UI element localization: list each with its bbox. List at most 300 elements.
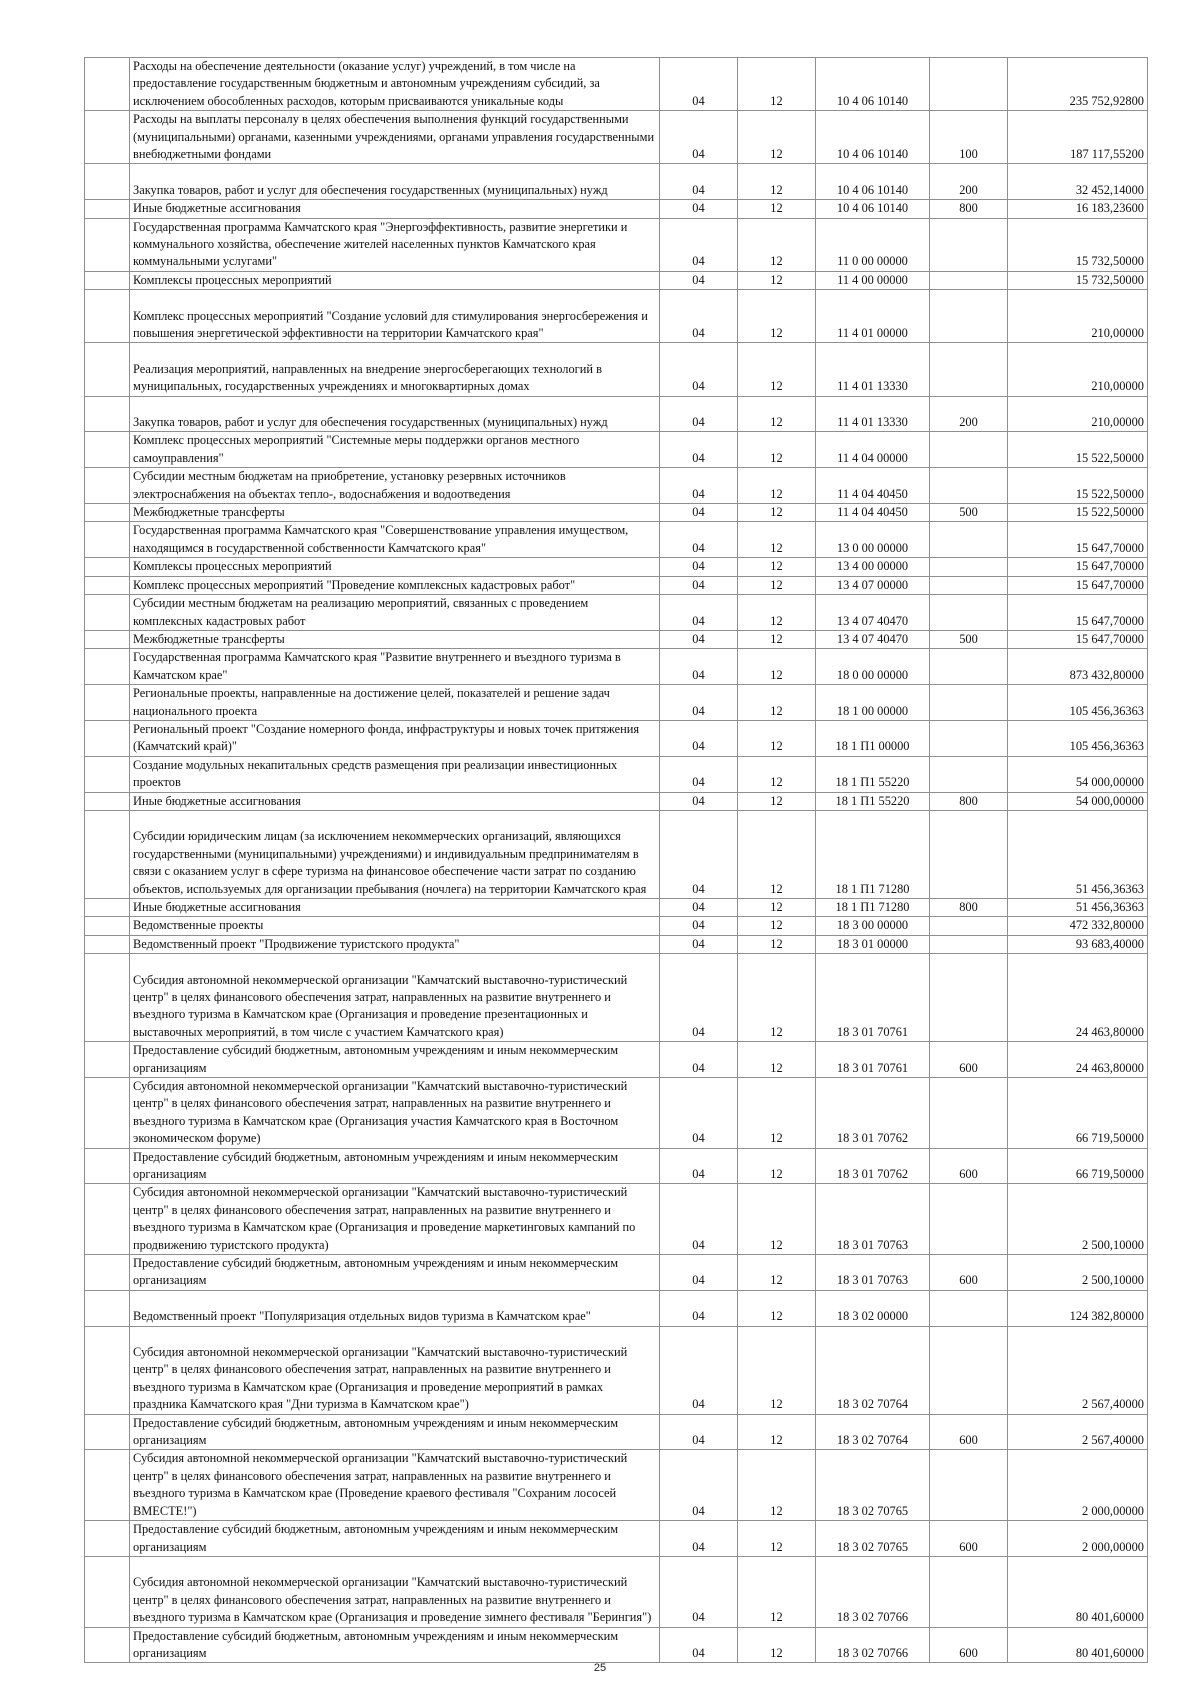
table-row	[85, 595, 1148, 631]
row-target-article-cell: 18 3 02 00000	[816, 1290, 930, 1326]
row-section-cell: 04	[660, 558, 738, 576]
row-name-cell: Иные бюджетные ассигнования	[130, 792, 660, 810]
row-subsection-cell: 12	[738, 468, 816, 504]
table-row	[85, 1290, 1148, 1326]
row-target-article-cell: 18 3 01 70763	[816, 1255, 930, 1291]
row-expense-type-cell: 600	[930, 1414, 1008, 1450]
row-subsection-cell: 12	[738, 935, 816, 953]
row-expense-type-cell	[930, 432, 1008, 468]
row-name-cell: Комплекс процессных мероприятий "Проведение комплексных кадастровых работ"	[130, 576, 660, 594]
row-gutter-cell	[85, 1521, 130, 1557]
row-subsection-cell: 12	[738, 504, 816, 522]
budget-table	[84, 57, 1148, 1663]
row-target-article-cell: 18 0 00 00000	[816, 649, 930, 685]
table-row	[85, 218, 1148, 271]
row-section-cell: 04	[660, 1414, 738, 1450]
row-amount-cell: 93 683,40000	[1008, 935, 1148, 953]
row-amount-cell: 66 719,50000	[1008, 1078, 1148, 1149]
row-section-cell: 04	[660, 290, 738, 343]
row-section-cell: 04	[660, 810, 738, 898]
row-gutter-cell	[85, 396, 130, 432]
row-section-cell: 04	[660, 756, 738, 792]
row-name-cell: Субсидия автономной некоммерческой организации "Камчатский выставочно-туристический центр" в целях финансового обеспечения затрат, направленных на развитие внутреннего и въездного туризма в Камчатском крае (Проведение краевого фестиваля "Сохраним лососей ВМЕСТЕ!")	[130, 1450, 660, 1521]
row-amount-cell: 2 567,40000	[1008, 1414, 1148, 1450]
row-target-article-cell: 18 3 01 00000	[816, 935, 930, 953]
table-row	[85, 1148, 1148, 1184]
row-gutter-cell	[85, 1255, 130, 1291]
row-name-cell: Региональный проект "Создание номерного фонда, инфраструктуры и новых точек притяжения (Камчатский край)"	[130, 720, 660, 756]
row-section-cell: 04	[660, 111, 738, 164]
row-gutter-cell	[85, 504, 130, 522]
row-amount-cell: 15 647,70000	[1008, 576, 1148, 594]
row-section-cell: 04	[660, 1042, 738, 1078]
row-name-cell: Межбюджетные трансферты	[130, 504, 660, 522]
row-gutter-cell	[85, 1184, 130, 1255]
row-gutter-cell	[85, 164, 130, 200]
table-row	[85, 917, 1148, 935]
budget-table-body	[85, 58, 1148, 1663]
row-target-article-cell: 11 4 04 40450	[816, 504, 930, 522]
row-target-article-cell: 11 4 00 00000	[816, 271, 930, 289]
row-target-article-cell: 18 3 02 70764	[816, 1326, 930, 1414]
row-section-cell: 04	[660, 1290, 738, 1326]
row-subsection-cell: 12	[738, 111, 816, 164]
row-amount-cell: 2 500,10000	[1008, 1255, 1148, 1291]
row-expense-type-cell: 800	[930, 792, 1008, 810]
row-gutter-cell	[85, 58, 130, 111]
row-subsection-cell: 12	[738, 720, 816, 756]
table-row	[85, 1414, 1148, 1450]
row-section-cell: 04	[660, 630, 738, 648]
table-row	[85, 756, 1148, 792]
row-expense-type-cell	[930, 1290, 1008, 1326]
row-name-cell: Предоставление субсидий бюджетным, автономным учреждениям и иным некоммерческим организациям	[130, 1042, 660, 1078]
row-target-article-cell: 11 4 04 00000	[816, 432, 930, 468]
row-amount-cell: 15 522,50000	[1008, 432, 1148, 468]
row-section-cell: 04	[660, 522, 738, 558]
row-gutter-cell	[85, 1290, 130, 1326]
row-target-article-cell: 18 3 02 70764	[816, 1414, 930, 1450]
row-name-cell: Государственная программа Камчатского края "Совершенствование управления имуществом, находящимся в государственной собственности Камчатского края"	[130, 522, 660, 558]
row-target-article-cell: 11 4 01 13330	[816, 343, 930, 396]
row-target-article-cell: 18 3 01 70762	[816, 1078, 930, 1149]
row-gutter-cell	[85, 720, 130, 756]
table-row	[85, 58, 1148, 111]
row-section-cell: 04	[660, 576, 738, 594]
row-gutter-cell	[85, 630, 130, 648]
row-expense-type-cell	[930, 685, 1008, 721]
row-subsection-cell: 12	[738, 290, 816, 343]
table-row	[85, 504, 1148, 522]
row-amount-cell: 16 183,23600	[1008, 200, 1148, 218]
row-section-cell: 04	[660, 1255, 738, 1291]
row-subsection-cell: 12	[738, 1326, 816, 1414]
row-amount-cell: 2 500,10000	[1008, 1184, 1148, 1255]
row-subsection-cell: 12	[738, 1255, 816, 1291]
row-expense-type-cell	[930, 1326, 1008, 1414]
row-section-cell: 04	[660, 218, 738, 271]
row-expense-type-cell: 200	[930, 396, 1008, 432]
row-amount-cell: 210,00000	[1008, 396, 1148, 432]
row-section-cell: 04	[660, 1326, 738, 1414]
row-target-article-cell: 18 3 01 70762	[816, 1148, 930, 1184]
row-gutter-cell	[85, 898, 130, 916]
row-target-article-cell: 13 4 07 40470	[816, 595, 930, 631]
table-row	[85, 396, 1148, 432]
table-row	[85, 1326, 1148, 1414]
row-name-cell: Иные бюджетные ассигнования	[130, 200, 660, 218]
row-name-cell: Субсидии местным бюджетам на приобретение, установку резервных источников электроснабжения на объектах тепло-, водоснабжения и водоотведения	[130, 468, 660, 504]
table-row	[85, 522, 1148, 558]
row-section-cell: 04	[660, 200, 738, 218]
row-name-cell: Комплексы процессных мероприятий	[130, 271, 660, 289]
row-name-cell: Ведомственные проекты	[130, 917, 660, 935]
row-amount-cell: 24 463,80000	[1008, 954, 1148, 1042]
row-target-article-cell: 13 4 07 00000	[816, 576, 930, 594]
row-subsection-cell: 12	[738, 954, 816, 1042]
row-section-cell: 04	[660, 1627, 738, 1663]
row-section-cell: 04	[660, 935, 738, 953]
row-gutter-cell	[85, 1148, 130, 1184]
row-target-article-cell: 11 4 04 40450	[816, 468, 930, 504]
row-subsection-cell: 12	[738, 1184, 816, 1255]
row-expense-type-cell	[930, 58, 1008, 111]
row-subsection-cell: 12	[738, 1042, 816, 1078]
row-amount-cell: 32 452,14000	[1008, 164, 1148, 200]
row-expense-type-cell	[930, 218, 1008, 271]
row-expense-type-cell	[930, 468, 1008, 504]
row-expense-type-cell: 600	[930, 1521, 1008, 1557]
row-expense-type-cell	[930, 522, 1008, 558]
row-name-cell: Субсидии юридическим лицам (за исключением некоммерческих организаций, являющихся государственными (муниципальными) учреждениями) и индивидуальным предпринимателям в связи с оказанием услуг в сфере туризма на финансовое обеспечение части затрат по созданию объектов, используемых для организации пребывания (ночлега) на территории Камчатского края	[130, 810, 660, 898]
row-name-cell: Предоставление субсидий бюджетным, автономным учреждениям и иным некоммерческим организациям	[130, 1414, 660, 1450]
row-section-cell: 04	[660, 164, 738, 200]
row-target-article-cell: 18 3 01 70763	[816, 1184, 930, 1255]
table-row	[85, 1255, 1148, 1291]
row-expense-type-cell: 100	[930, 111, 1008, 164]
row-subsection-cell: 12	[738, 1521, 816, 1557]
row-name-cell: Региональные проекты, направленные на достижение целей, показателей и решение задач национального проекта	[130, 685, 660, 721]
table-row	[85, 111, 1148, 164]
table-row	[85, 1042, 1148, 1078]
row-gutter-cell	[85, 1450, 130, 1521]
row-gutter-cell	[85, 558, 130, 576]
row-expense-type-cell: 600	[930, 1255, 1008, 1291]
row-target-article-cell: 13 0 00 00000	[816, 522, 930, 558]
page-number: 25	[593, 1662, 607, 1674]
row-gutter-cell	[85, 1326, 130, 1414]
table-row	[85, 271, 1148, 289]
row-expense-type-cell	[930, 1078, 1008, 1149]
row-amount-cell: 15 522,50000	[1008, 468, 1148, 504]
row-expense-type-cell	[930, 649, 1008, 685]
row-name-cell: Комплекс процессных мероприятий "Создание условий для стимулирования энергосбережения и повышения энергетической эффективности на территории Камчатского края"	[130, 290, 660, 343]
row-expense-type-cell	[930, 1556, 1008, 1627]
row-name-cell: Субсидия автономной некоммерческой организации "Камчатский выставочно-туристический центр" в целях финансового обеспечения затрат, направленных на развитие внутреннего и въездного туризма в Камчатском крае (Организация и проведение презентационных и выставочных мероприятий, в том числе с участием Камчатского края)	[130, 954, 660, 1042]
row-name-cell: Предоставление субсидий бюджетным, автономным учреждениям и иным некоммерческим организациям	[130, 1521, 660, 1557]
row-gutter-cell	[85, 954, 130, 1042]
row-expense-type-cell	[930, 720, 1008, 756]
row-subsection-cell: 12	[738, 200, 816, 218]
row-gutter-cell	[85, 1414, 130, 1450]
row-expense-type-cell: 200	[930, 164, 1008, 200]
row-amount-cell: 54 000,00000	[1008, 756, 1148, 792]
row-name-cell: Расходы на выплаты персоналу в целях обеспечения выполнения функций государственными (муниципальными) органами, казенными учреждениями, органами управления государственными внебюджетными фондами	[130, 111, 660, 164]
row-gutter-cell	[85, 649, 130, 685]
row-amount-cell: 24 463,80000	[1008, 1042, 1148, 1078]
row-amount-cell: 2 000,00000	[1008, 1450, 1148, 1521]
row-section-cell: 04	[660, 396, 738, 432]
row-target-article-cell: 18 3 01 70761	[816, 954, 930, 1042]
row-subsection-cell: 12	[738, 271, 816, 289]
row-target-article-cell: 18 3 00 00000	[816, 917, 930, 935]
row-gutter-cell	[85, 111, 130, 164]
row-amount-cell: 873 432,80000	[1008, 649, 1148, 685]
row-subsection-cell: 12	[738, 792, 816, 810]
row-name-cell: Расходы на обеспечение деятельности (оказание услуг) учреждений, в том числе на предоставление государственным бюджетным и автономным учреждениям субсидий, за исключением обособленных расходов, которым присваиваются уникальные коды	[130, 58, 660, 111]
row-expense-type-cell	[930, 343, 1008, 396]
row-amount-cell: 124 382,80000	[1008, 1290, 1148, 1326]
row-section-cell: 04	[660, 954, 738, 1042]
table-row	[85, 792, 1148, 810]
table-row	[85, 343, 1148, 396]
row-amount-cell: 66 719,50000	[1008, 1148, 1148, 1184]
row-section-cell: 04	[660, 792, 738, 810]
row-subsection-cell: 12	[738, 1148, 816, 1184]
row-gutter-cell	[85, 595, 130, 631]
row-section-cell: 04	[660, 595, 738, 631]
row-target-article-cell: 18 1 П1 71280	[816, 898, 930, 916]
row-expense-type-cell	[930, 595, 1008, 631]
table-row	[85, 649, 1148, 685]
row-target-article-cell: 18 3 02 70765	[816, 1521, 930, 1557]
row-expense-type-cell	[930, 810, 1008, 898]
table-row	[85, 200, 1148, 218]
row-target-article-cell: 18 3 01 70761	[816, 1042, 930, 1078]
row-amount-cell: 54 000,00000	[1008, 792, 1148, 810]
row-amount-cell: 80 401,60000	[1008, 1627, 1148, 1663]
row-name-cell: Предоставление субсидий бюджетным, автономным учреждениям и иным некоммерческим организациям	[130, 1627, 660, 1663]
row-expense-type-cell: 600	[930, 1042, 1008, 1078]
row-expense-type-cell	[930, 954, 1008, 1042]
table-row	[85, 720, 1148, 756]
row-subsection-cell: 12	[738, 810, 816, 898]
row-name-cell: Ведомственный проект "Популяризация отдельных видов туризма в Камчатском крае"	[130, 1290, 660, 1326]
row-section-cell: 04	[660, 1450, 738, 1521]
row-section-cell: 04	[660, 720, 738, 756]
row-amount-cell: 235 752,92800	[1008, 58, 1148, 111]
row-name-cell: Государственная программа Камчатского края "Энергоэффективность, развитие энергетики и коммунального хозяйства, обеспечение жителей населенных пунктов Камчатского края коммунальными услугами"	[130, 218, 660, 271]
row-target-article-cell: 18 1 П1 00000	[816, 720, 930, 756]
table-row	[85, 558, 1148, 576]
table-row	[85, 685, 1148, 721]
row-expense-type-cell: 500	[930, 630, 1008, 648]
row-subsection-cell: 12	[738, 1627, 816, 1663]
row-gutter-cell	[85, 522, 130, 558]
row-subsection-cell: 12	[738, 1078, 816, 1149]
table-row	[85, 1521, 1148, 1557]
table-row	[85, 290, 1148, 343]
row-name-cell: Субсидии местным бюджетам на реализацию мероприятий, связанных с проведением комплексных кадастровых работ	[130, 595, 660, 631]
row-gutter-cell	[85, 1042, 130, 1078]
row-amount-cell: 187 117,55200	[1008, 111, 1148, 164]
row-expense-type-cell	[930, 917, 1008, 935]
row-amount-cell: 15 647,70000	[1008, 558, 1148, 576]
row-subsection-cell: 12	[738, 558, 816, 576]
row-target-article-cell: 11 4 01 00000	[816, 290, 930, 343]
row-name-cell: Иные бюджетные ассигнования	[130, 898, 660, 916]
row-gutter-cell	[85, 756, 130, 792]
row-expense-type-cell	[930, 1450, 1008, 1521]
table-row	[85, 1184, 1148, 1255]
row-subsection-cell: 12	[738, 343, 816, 396]
row-name-cell: Ведомственный проект "Продвижение туристского продукта"	[130, 935, 660, 953]
row-gutter-cell	[85, 1078, 130, 1149]
row-expense-type-cell: 800	[930, 200, 1008, 218]
row-expense-type-cell: 800	[930, 898, 1008, 916]
row-expense-type-cell	[930, 576, 1008, 594]
row-subsection-cell: 12	[738, 522, 816, 558]
row-target-article-cell: 18 3 02 70765	[816, 1450, 930, 1521]
row-expense-type-cell	[930, 756, 1008, 792]
row-target-article-cell: 13 4 07 40470	[816, 630, 930, 648]
row-subsection-cell: 12	[738, 432, 816, 468]
row-subsection-cell: 12	[738, 685, 816, 721]
row-subsection-cell: 12	[738, 164, 816, 200]
row-name-cell: Субсидия автономной некоммерческой организации "Камчатский выставочно-туристический центр" в целях финансового обеспечения затрат, направленных на развитие внутреннего и въездного туризма в Камчатском крае (Организация и проведение мероприятий в рамках праздника Камчатского края "Дни туризма в Камчатском крае")	[130, 1326, 660, 1414]
row-subsection-cell: 12	[738, 1450, 816, 1521]
row-target-article-cell: 18 1 П1 71280	[816, 810, 930, 898]
row-subsection-cell: 12	[738, 1556, 816, 1627]
row-subsection-cell: 12	[738, 58, 816, 111]
row-subsection-cell: 12	[738, 630, 816, 648]
row-expense-type-cell	[930, 935, 1008, 953]
row-amount-cell: 105 456,36363	[1008, 720, 1148, 756]
row-name-cell: Предоставление субсидий бюджетным, автономным учреждениям и иным некоммерческим организациям	[130, 1148, 660, 1184]
table-row	[85, 1627, 1148, 1663]
row-expense-type-cell	[930, 558, 1008, 576]
row-target-article-cell: 18 3 02 70766	[816, 1556, 930, 1627]
row-expense-type-cell: 600	[930, 1627, 1008, 1663]
table-row	[85, 164, 1148, 200]
row-amount-cell: 210,00000	[1008, 290, 1148, 343]
row-target-article-cell: 11 0 00 00000	[816, 218, 930, 271]
row-target-article-cell: 18 3 02 70766	[816, 1627, 930, 1663]
table-row	[85, 1078, 1148, 1149]
row-amount-cell: 15 732,50000	[1008, 218, 1148, 271]
table-row	[85, 630, 1148, 648]
row-name-cell: Комплекс процессных мероприятий "Системные меры поддержки органов местного самоуправления"	[130, 432, 660, 468]
row-gutter-cell	[85, 792, 130, 810]
row-expense-type-cell	[930, 1184, 1008, 1255]
row-section-cell: 04	[660, 1556, 738, 1627]
row-name-cell: Реализация мероприятий, направленных на внедрение энергосберегающих технологий в муниципальных, государственных учреждениях и многоквартирных домах	[130, 343, 660, 396]
row-subsection-cell: 12	[738, 898, 816, 916]
row-amount-cell: 15 647,70000	[1008, 522, 1148, 558]
row-gutter-cell	[85, 468, 130, 504]
row-amount-cell: 105 456,36363	[1008, 685, 1148, 721]
row-amount-cell: 472 332,80000	[1008, 917, 1148, 935]
row-expense-type-cell	[930, 271, 1008, 289]
table-row	[85, 432, 1148, 468]
table-row	[85, 468, 1148, 504]
row-section-cell: 04	[660, 649, 738, 685]
row-amount-cell: 15 732,50000	[1008, 271, 1148, 289]
row-target-article-cell: 10 4 06 10140	[816, 164, 930, 200]
row-section-cell: 04	[660, 343, 738, 396]
row-name-cell: Субсидия автономной некоммерческой организации "Камчатский выставочно-туристический центр" в целях финансового обеспечения затрат, направленных на развитие внутреннего и въездного туризма в Камчатском крае (Организация и проведение маркетинговых кампаний по продвижению туристского продукта)	[130, 1184, 660, 1255]
row-target-article-cell: 10 4 06 10140	[816, 200, 930, 218]
row-section-cell: 04	[660, 917, 738, 935]
row-name-cell: Комплексы процессных мероприятий	[130, 558, 660, 576]
table-row	[85, 1556, 1148, 1627]
row-section-cell: 04	[660, 1078, 738, 1149]
row-name-cell: Закупка товаров, работ и услуг для обеспечения государственных (муниципальных) нужд	[130, 164, 660, 200]
row-subsection-cell: 12	[738, 218, 816, 271]
row-amount-cell: 210,00000	[1008, 343, 1148, 396]
row-amount-cell: 15 647,70000	[1008, 595, 1148, 631]
row-amount-cell: 15 522,50000	[1008, 504, 1148, 522]
row-amount-cell: 80 401,60000	[1008, 1556, 1148, 1627]
row-gutter-cell	[85, 1556, 130, 1627]
row-name-cell: Межбюджетные трансферты	[130, 630, 660, 648]
row-amount-cell: 51 456,36363	[1008, 898, 1148, 916]
table-row	[85, 954, 1148, 1042]
row-name-cell: Закупка товаров, работ и услуг для обеспечения государственных (муниципальных) нужд	[130, 396, 660, 432]
row-target-article-cell: 11 4 01 13330	[816, 396, 930, 432]
row-subsection-cell: 12	[738, 1290, 816, 1326]
table-row	[85, 810, 1148, 898]
row-subsection-cell: 12	[738, 1414, 816, 1450]
row-name-cell: Субсидия автономной некоммерческой организации "Камчатский выставочно-туристический центр" в целях финансового обеспечения затрат, направленных на развитие внутреннего и въездного туризма в Камчатском крае (Организация участия Камчатского края в Восточном экономическом форуме)	[130, 1078, 660, 1149]
row-subsection-cell: 12	[738, 396, 816, 432]
row-target-article-cell: 10 4 06 10140	[816, 58, 930, 111]
row-amount-cell: 51 456,36363	[1008, 810, 1148, 898]
row-gutter-cell	[85, 343, 130, 396]
row-section-cell: 04	[660, 432, 738, 468]
row-section-cell: 04	[660, 1521, 738, 1557]
row-subsection-cell: 12	[738, 649, 816, 685]
table-row	[85, 898, 1148, 916]
row-section-cell: 04	[660, 898, 738, 916]
row-name-cell: Предоставление субсидий бюджетным, автономным учреждениям и иным некоммерческим организациям	[130, 1255, 660, 1291]
row-target-article-cell: 13 4 00 00000	[816, 558, 930, 576]
row-name-cell: Субсидия автономной некоммерческой организации "Камчатский выставочно-туристический центр" в целях финансового обеспечения затрат, направленных на развитие внутреннего и въездного туризма в Камчатском крае (Организация и проведение зимнего фестиваля "Берингия")	[130, 1556, 660, 1627]
row-expense-type-cell: 600	[930, 1148, 1008, 1184]
row-subsection-cell: 12	[738, 756, 816, 792]
row-gutter-cell	[85, 432, 130, 468]
row-gutter-cell	[85, 218, 130, 271]
row-section-cell: 04	[660, 271, 738, 289]
row-subsection-cell: 12	[738, 917, 816, 935]
row-name-cell: Государственная программа Камчатского края "Развитие внутреннего и въездного туризма в Камчатском крае"	[130, 649, 660, 685]
row-target-article-cell: 18 1 П1 55220	[816, 792, 930, 810]
row-section-cell: 04	[660, 58, 738, 111]
row-gutter-cell	[85, 200, 130, 218]
row-section-cell: 04	[660, 685, 738, 721]
row-amount-cell: 2 567,40000	[1008, 1326, 1148, 1414]
row-gutter-cell	[85, 271, 130, 289]
row-section-cell: 04	[660, 468, 738, 504]
row-subsection-cell: 12	[738, 576, 816, 594]
row-amount-cell: 15 647,70000	[1008, 630, 1148, 648]
row-expense-type-cell: 500	[930, 504, 1008, 522]
row-gutter-cell	[85, 810, 130, 898]
table-row	[85, 576, 1148, 594]
row-gutter-cell	[85, 1627, 130, 1663]
row-subsection-cell: 12	[738, 595, 816, 631]
row-gutter-cell	[85, 685, 130, 721]
